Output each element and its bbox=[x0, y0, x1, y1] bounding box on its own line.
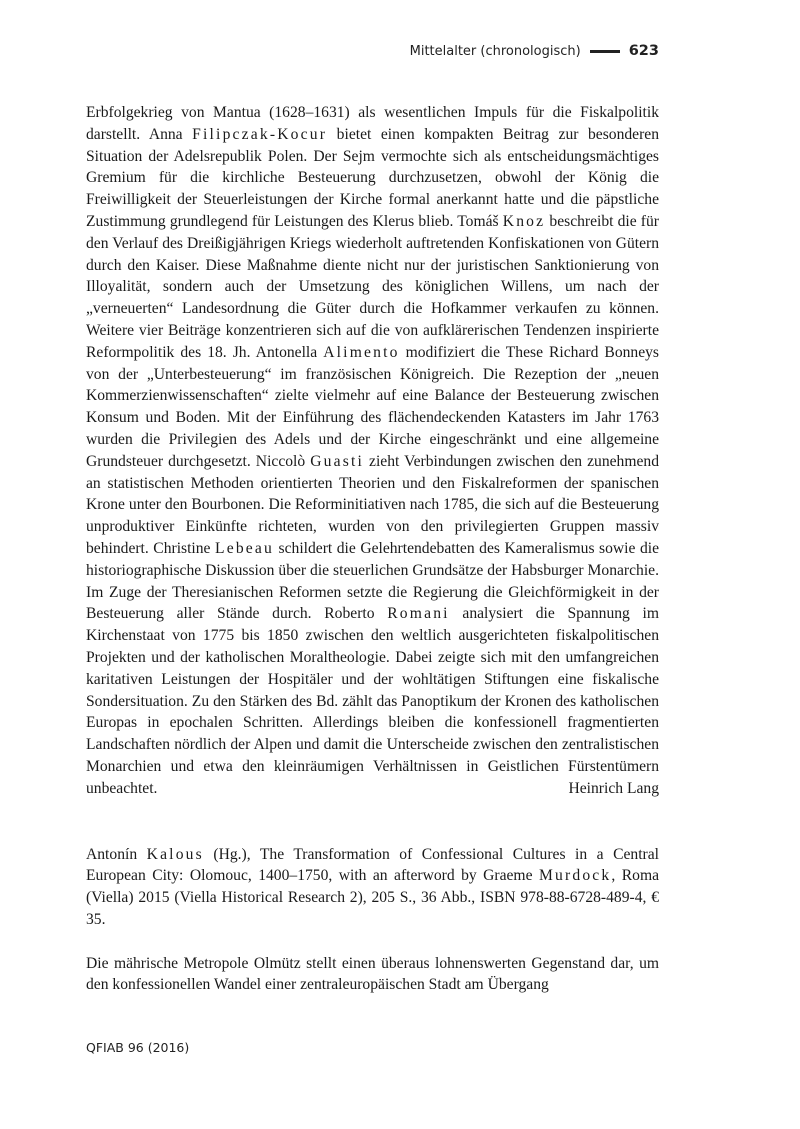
text-run: beschreibt die für den Verlauf des Dreißigjährigen Kriegs wiederholt auftretenden Konfiskationen von Gütern durch den Kaiser. Diese Maßnahme diente nicht nur der juristischen Sanktionierung von Illoyalität, sondern auch der Umsetzung des königlichen Willens, um nach der „verneuerten“ Landesordnung die Güter durch die Hofkammer verkaufen zu können. Weitere vier Beiträge konzentrieren sich auf die von aufklärerischen Tendenzen inspirierte Reformpolitik des 18. Jh. Antonella bbox=[86, 212, 659, 361]
text-run: bietet einen kompakten Beitrag zur besonderen Situation der Adelsrepublik Polen. Der Sejm vermochte sich als entscheidungsmächtiges Gremium für die kirchliche Besteuerung durchzusetzen, obwohl der König die Freiwilligkeit der Steuerleistungen der Kirche formal anerkannt hatte und die päpstliche Zustimmung grundlegend für Leistungen des Klerus blieb. Tomáš bbox=[86, 125, 659, 230]
author-name: Kalous bbox=[146, 845, 204, 863]
text-run: zieht Verbindungen zwischen den zunehmend an statistischen Methoden orientierten Theorien und den Fiskalreformen der spanischen Krone unter den Bourbonen. Die Reforminitiativen nach 1785, die sich auf die Besteuerung unproduktiver Einkünfte richteten, wurden von den privilegierten Gruppen massiv behindert. Christine bbox=[86, 452, 659, 557]
author-name: Guasti bbox=[310, 452, 365, 470]
journal-footer: QFIAB 96 (2016) bbox=[86, 1040, 190, 1055]
next-review-paragraph: Die mährische Metropole Olmütz stellt einen überaus lohnenswerten Gegenstand dar, um den konfessionellen Wandel einer zentraleuropäischen Stadt am Übergang bbox=[86, 954, 659, 994]
author-name: Murdock bbox=[538, 867, 612, 885]
page-number: 623 bbox=[628, 43, 659, 59]
text-run: analysiert die Spannung im Kirchenstaat von 1775 bis 1850 zwischen den weltlich ausgerichteten fiskalpolitischen Projekten und der katholischen Moraltheologie. Dabei zeigte sich mit den umfangreichen karitativen Leistungen der Hospitäler und der wohltätigen Stiftungen eine fiskalische Sondersituation. Zu den Stärken des Bd. zählt das Panoptikum der Kronen des katholischen Europas in epochalen Schritten. Allerdings bleiben die konfessionell fragmentierten Landschaften nördlich der Alpen und damit die Unterscheide zwischen den zentralistischen Monarchien und etwa den kleinräumigen Verhältnissen in Geistlichen Fürstentümern unbeachtet. bbox=[86, 605, 659, 797]
main-text bbox=[86, 102, 659, 996]
review-paragraph bbox=[86, 102, 659, 800]
author-name: Alimento bbox=[323, 343, 400, 361]
review-body bbox=[86, 104, 659, 797]
author-name: Filipczak-Kocur bbox=[192, 125, 328, 143]
running-title: Mittelalter (chronologisch) bbox=[409, 43, 581, 59]
text-run: , Roma (Viella) 2015 (Viella Historical Research 2), 205 S., 36 Abb., ISBN 978-88-6728-489-4, € 35. bbox=[86, 867, 659, 928]
author-name: Knoz bbox=[502, 212, 546, 230]
running-head bbox=[410, 43, 659, 59]
author-name: Lebeau bbox=[215, 539, 275, 557]
text-run: schildert die Gelehrtendebatten des Kameralismus sowie die historiographische Diskussion über die steuerlichen Grundsätze der Habsburger Monarchie. Im Zuge der Theresianischen Reformen setzte die Regierung die Gleichförmigkeit in der Besteuerung aller Stände durch. Roberto bbox=[86, 539, 659, 623]
header-rule bbox=[590, 50, 620, 53]
text-run: Antonín bbox=[86, 845, 147, 863]
text-run: modifiziert die These Richard Bonneys von der „Unterbesteuerung“ im französischen Königreich. Die Rezeption der „neuen Kommerzienwissenschaften“ zielte vielmehr auf eine Balance der Besteuerung zwischen Konsum und Boden. Mit der Einführung des flächendeckenden Katasters im Jahr 1763 wurden die Privilegien des Adels und der Kirche eingeschränkt und eine allgemeine Grundsteuer durchgesetzt. Niccolò bbox=[86, 343, 659, 470]
author-name: Romani bbox=[387, 605, 450, 623]
text-run: Erbfolgekrieg von Mantua (1628–1631) als wesentlichen Impuls für die Fiskalpolitik darstellt. Anna bbox=[86, 104, 659, 143]
bibliographic-entry bbox=[86, 844, 659, 931]
reviewer-signature: Heinrich Lang bbox=[568, 779, 659, 797]
text-run: (Hg.), The Transformation of Confessional Cultures in a Central European City: Olomouc, 1400–1750, with an afterword by Graeme bbox=[86, 845, 659, 885]
